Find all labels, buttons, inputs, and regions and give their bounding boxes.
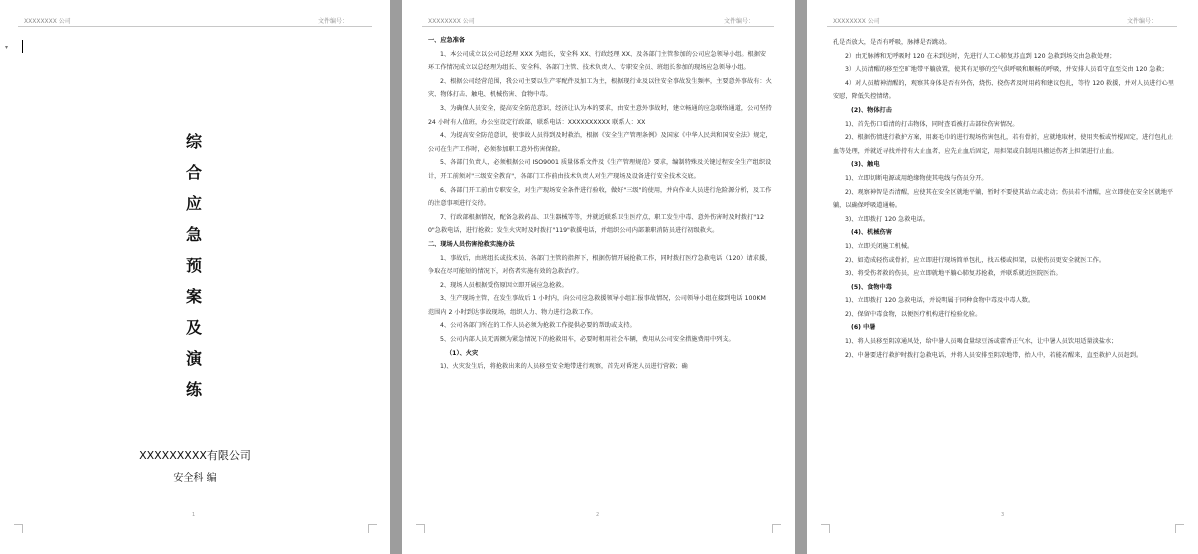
title-char: 综 bbox=[185, 132, 202, 151]
header-divider bbox=[18, 26, 372, 27]
paragraph: 5、公司内部人员无需额为紧急情况下的抢救用车，必要时租用社会车辆，费用从公司安全措施费用中列支。 bbox=[440, 336, 735, 344]
paragraph: 2)、根据伤情进行救护方案，用裹毛巾的进行现场伤害包扎，若有骨折，应就地取材，使用夹板或竹棍固定，进行包扎止血等处理，并就近寻找并持有大止血者，应先止血后固定，用担架或自制用具搬运伤者上担架进行止血。 bbox=[833, 134, 1174, 155]
subsection-heading: (5)、食物中毒 bbox=[851, 283, 892, 291]
document-title-vertical bbox=[183, 126, 205, 405]
header-divider bbox=[422, 26, 774, 27]
paragraph: 1、事故后，由班组长或技术员、各部门主管的指挥下，根据伤情开展抢救工作，同时拨打医疗急救电话（120）请求援，争取在尽可能短的情况下，对伤者实施有效的急救治疗。 bbox=[428, 254, 772, 276]
paragraph: 1、本公司成立以公司总经理 XXX 为组长，安全科 XX、行政经理 XX、及各部门主管参加的公司应急领导小组。根据安环工作情况成立以总经理为组长、安全科、各部门主管、技术负责人、专职安全员、班组长参加的现场应急领导小组。 bbox=[428, 50, 767, 72]
header-doc-no: 文件编号： bbox=[1127, 18, 1158, 25]
title-char: 及 bbox=[185, 318, 202, 337]
header-doc-no: 文件编号： bbox=[318, 18, 349, 25]
paragraph: 3)、立即拨打 120 急救电话。 bbox=[845, 215, 929, 223]
paragraph: 2、现场人员根据受伤原因立即开展应急抢救。 bbox=[440, 281, 568, 289]
subsection-heading: (2)、物体打击 bbox=[851, 106, 892, 114]
company-name: XXXXXXXXX有限公司 bbox=[139, 449, 251, 462]
paragraph: 4、公司各部门所在的工作人员必须为抢救工作提供必要的帮助或支持。 bbox=[440, 322, 636, 330]
subsection-heading: (4)、机械伤害 bbox=[851, 229, 892, 237]
section-heading: 二、现场人员伤害抢救实施办法 bbox=[428, 240, 515, 248]
document-page-3[interactable] bbox=[807, 0, 1198, 554]
title-char: 合 bbox=[185, 163, 202, 182]
paragraph: 2）由无脉搏和无呼吸时 120 在未到达时，先进行人工心肺复苏直到 120 急救到场交由急救处理； bbox=[845, 52, 1116, 60]
title-char: 急 bbox=[185, 225, 202, 244]
title-char: 案 bbox=[185, 287, 202, 306]
header-divider bbox=[827, 26, 1177, 27]
crop-mark bbox=[368, 524, 377, 533]
paragraph: 3)、将受伤者救的伤员，应立即就地平躺心肺复苏抢救，并联系就近医院医治。 bbox=[845, 270, 1062, 278]
page-number: 2 bbox=[596, 512, 600, 518]
crop-mark bbox=[14, 524, 23, 533]
crop-mark bbox=[821, 524, 830, 533]
document-page-1[interactable] bbox=[0, 0, 390, 554]
crop-mark bbox=[416, 524, 425, 533]
subsection-heading: （1）、火灾 bbox=[446, 349, 479, 357]
page-body[interactable] bbox=[833, 36, 1175, 362]
title-char: 练 bbox=[185, 380, 202, 399]
page-number: 3 bbox=[1001, 512, 1005, 518]
paragraph: 6、各部门开工前由专职安全，对生产现场安全条件进行验收，做好"三级"的使用，并向作业人员进行危险源分析，及工作的注意事项进行交待。 bbox=[428, 186, 772, 208]
title-char: 演 bbox=[185, 349, 202, 368]
section-heading: 一、应急准备 bbox=[428, 37, 466, 44]
paragraph: 4、为提高安全防范意识，使事故人员得到及时救治，根据《安全生产管理条例》及国家《中华人民共和国安全法》规定，公司在生产工作时，必须参加职工意外伤害保险。 bbox=[428, 132, 772, 153]
paragraph: 1)、立即拨打 120 急救电话，并说明属于同种食物中毒及中毒人数。 bbox=[845, 297, 1035, 305]
paragraph: 5、各部门负责人，必须根据公司 ISO9001 质量体系文件及《生产管理规范》要求，编制特殊及关键过程安全生产组织设计，开工前须对"三级安全教育"，各部门工作前由技术负责人对生产现场及设备进行安全技术交底。 bbox=[428, 159, 772, 180]
paragraph: 1)、将人员移至阴凉通风处，给中暑人员喝食量绿豆汤或藿香正气水，让中暑人员饮用适量淡盐水； bbox=[845, 338, 1118, 346]
paragraph: 2、根据公司经营范围，我公司主要以生产零配件及加工为主，根据现行业及以往安全事故发生频率，主要意外事故有：火灾、物体打击、触电、机械伤害、食物中毒。 bbox=[428, 77, 772, 99]
paragraph-marker-icon: ▾ bbox=[5, 44, 9, 51]
department-editor: 安全科 编 bbox=[173, 473, 217, 484]
paragraph: 2)、保留中毒食物，以便医疗机构进行检验化验。 bbox=[845, 310, 982, 318]
text-cursor bbox=[22, 40, 23, 53]
crop-mark bbox=[772, 524, 781, 533]
subsection-heading: (3)、触电 bbox=[851, 161, 880, 169]
paragraph: 2)、中暑要进行救护时拨打急救电话，并将人员安排至阴凉地带，抬人中，若能若醒来，直至救护人员赶到。 bbox=[845, 351, 1143, 359]
paragraph: 3、生产现场主管，在发生事故后 1 小时内，向公司应急救援领导小组汇报事故情况，公司领导小组在接到电话 100KM 范围内 2 小时到达事故现场，组织人力、物力进行急救工作。 bbox=[428, 295, 766, 316]
paragraph: 1)、立即关闭施工机械。 bbox=[845, 242, 914, 250]
paragraph: 7、行政部根据情况，配备急救药品、卫生器械等等，并就近联系卫生医疗点，职工发生中毒、意外伤害时及时拨打"120"急救电话，进行抢救；发生火灾时及时拨打"119"救援电话，并组织公司内部兼职消防员进行初级救火。 bbox=[428, 213, 765, 235]
page-number: 1 bbox=[192, 512, 196, 518]
paragraph: 4）对人员精神清醒的，观察其身体是否有外伤，烧伤、挠伤者及时用药和建议包扎，等待 120 救援，并对人员进行心里安慰，降低失控情绪。 bbox=[833, 79, 1175, 101]
crop-mark bbox=[1175, 524, 1184, 533]
paragraph: 孔是否放大，是否有呼吸，脉搏是否跳动。 bbox=[833, 39, 951, 46]
paragraph: 2)、如造成轻伤或骨折，应立即进行现场简单包扎，找五楼或担架，以使伤员更安全就医工作。 bbox=[845, 256, 1106, 264]
header-company: XXXXXXXX 公司 bbox=[833, 18, 880, 25]
title-char: 预 bbox=[185, 256, 202, 275]
header-company: XXXXXXXX 公司 bbox=[428, 18, 475, 25]
paragraph: 3、为确保人员安全，提高安全防范意识，经济让认为本的要求，由安主意外事故时，建立畅通的应急联络通道，公司坚持 24 小时有人值班，办公室设定行政部，联系电话：XXXXXXXXXX 联系人：XX bbox=[428, 104, 772, 126]
page-body[interactable] bbox=[428, 34, 772, 374]
paragraph: 1)、首先伤口看清的打击物体，同时查看被打击部位伤害情况。 bbox=[845, 120, 1019, 128]
paragraph: 1)、火灾发生后，将抢救出来的人员移至安全地带进行观察，首先对昏迷人员进行营救；确 bbox=[440, 363, 688, 371]
subsection-heading: (6) 中暑 bbox=[851, 324, 876, 332]
paragraph: 2)、观察神智是否清醒，应使其在安全区就地平躺，暂时不要使其站立或走动；伤员若不清醒，应立即使在安全区就地平躺，以确保呼吸道通畅。 bbox=[833, 188, 1174, 210]
document-page-2[interactable] bbox=[402, 0, 795, 554]
header-doc-no: 文件编号： bbox=[724, 18, 755, 25]
paragraph: 1)、立即切断电源或用绝缘物使其电线与伤员分开。 bbox=[845, 174, 988, 182]
header-company: XXXXXXXX 公司 bbox=[24, 18, 71, 25]
title-char: 应 bbox=[185, 194, 202, 213]
paragraph: 3）人员清醒的移至空旷地带平躺放置，使其有足够的空气供呼吸和顺畅的呼吸，并安排人员看守直至交由 120 急救； bbox=[845, 66, 1168, 74]
